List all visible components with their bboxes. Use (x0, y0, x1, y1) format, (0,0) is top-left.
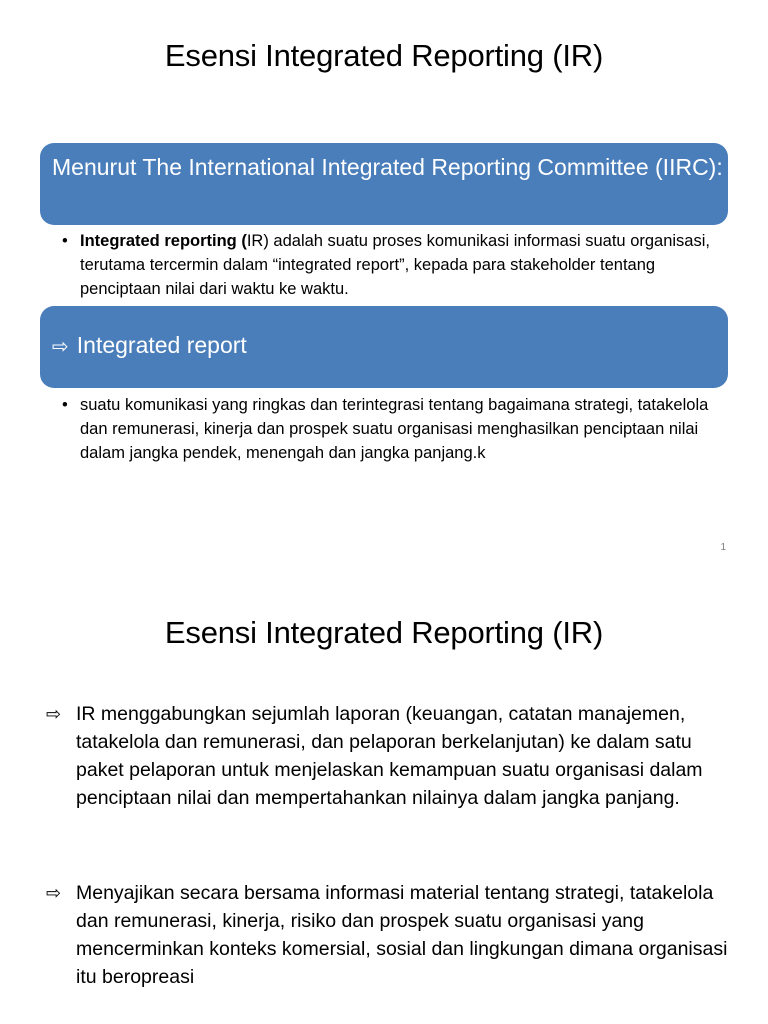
bullet-bold-term: Integrated reporting ( (80, 232, 247, 250)
integrated-report-bullet (62, 393, 712, 465)
bullet-text: IR) adalah suatu proses komunikasi informasi suatu organisasi, terutama tercermin dalam “integrated report”, kepada para stakeholder tentang penciptaan nilai dari waktu ke waktu. (80, 232, 710, 298)
page-number: 1 (720, 542, 726, 553)
list-item-text: Menyajikan secara bersama informasi material tentang strategi, tatakelola dan remunerasi, kinerja, risiko dan prospek suatu organisasi yang mencerminkan konteks komersial, sosial dan lingkungan dimana organisasi itu beropreasi (76, 882, 728, 988)
bullet-dot-icon: • (62, 396, 68, 414)
integrated-report-header-text: Integrated report (76, 332, 247, 358)
slide-title: Esensi Integrated Reporting (IR) (164, 38, 604, 73)
arrow-list-item (46, 700, 736, 812)
bullet-dot-icon: • (62, 232, 68, 250)
integrated-reporting-bullet (62, 229, 712, 301)
list-item-text: IR menggabungkan sejumlah laporan (keuangan, catatan manajemen, tatakelola dan remunerasi, dan pelaporan berkelanjutan) ke dalam satu paket pelaporan untuk menjelaskan kemampuan suatu organisasi dalam penciptaan nilai dan mempertahankan nilainya dalam jangka panjang. (76, 703, 703, 809)
bullet-text: suatu komunikasi yang ringkas dan terintegrasi tentang bagaimana strategi, tatakelola dan remunerasi, kinerja dan prospek suatu organisasi menghasilkan penciptaan nilai dalam jangka pendek, menengah dan jangka panjang.k (80, 396, 709, 462)
iirc-definition-header-text: Menurut The International Integrated Reporting Committee (IIRC): (52, 154, 723, 180)
slide-title: Esensi Integrated Reporting (IR) (164, 615, 604, 650)
arrow-list-item (46, 879, 736, 991)
arrow-right-icon: ⇨ (52, 336, 69, 358)
arrow-right-icon: ⇨ (46, 883, 62, 903)
integrated-report-header (40, 306, 728, 388)
iirc-definition-header (40, 143, 728, 225)
arrow-right-icon: ⇨ (46, 704, 62, 724)
